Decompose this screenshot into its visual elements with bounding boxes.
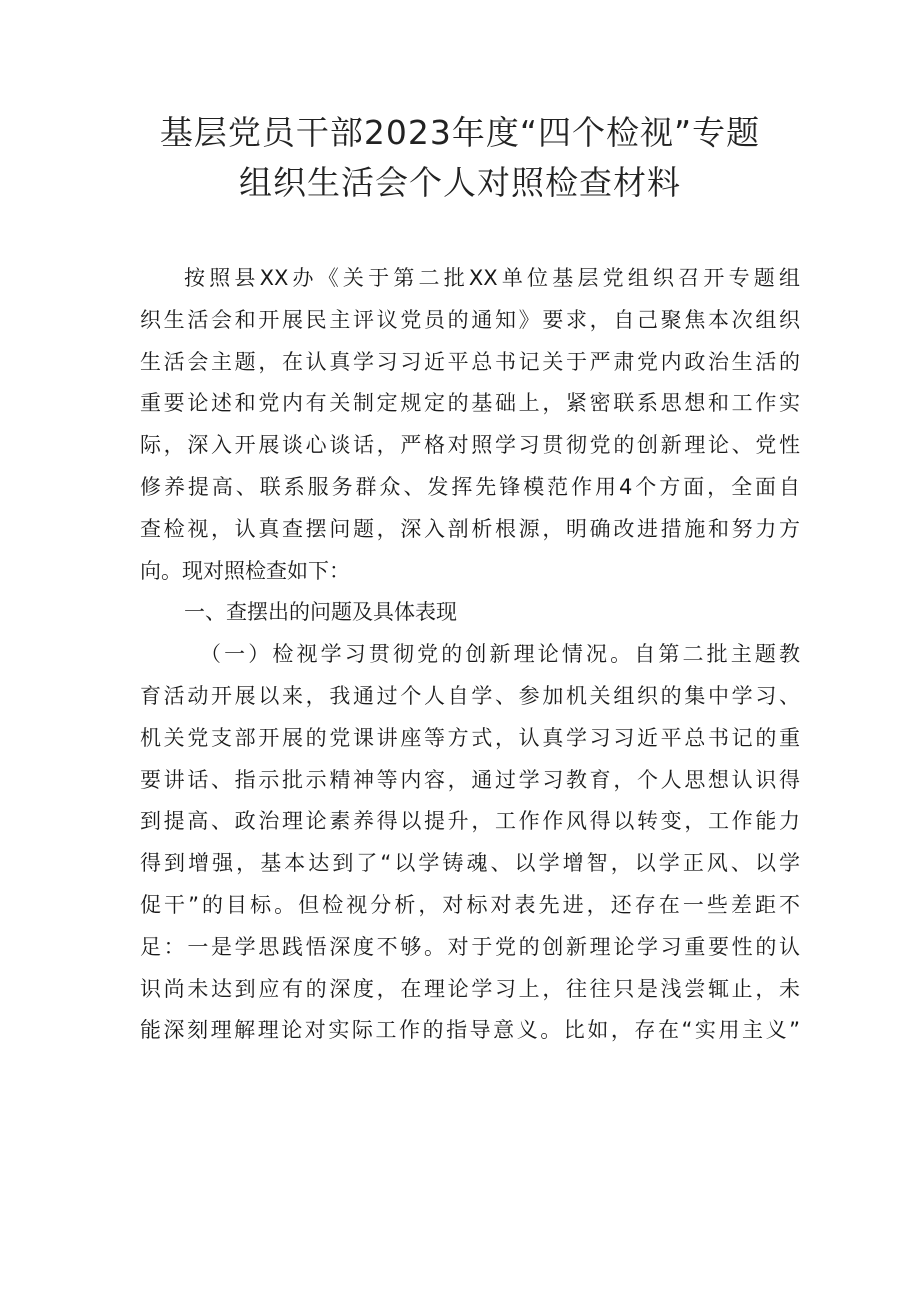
document-body <box>140 258 800 1052</box>
document-title <box>60 108 860 208</box>
paragraph-2-line: 机关党支部开展的党课讲座等方式，认真学习习近平总书记的重 <box>140 725 800 750</box>
paragraph-1-line: 按照县XX办《关于第二批XX单位基层党组织召开专题组 <box>184 266 800 290</box>
paragraph-2-line: 能深刻理解理论对实际工作的指导意义。比如，存在“实用主义” <box>140 1018 800 1043</box>
paragraph-1-line: 修养提高、联系服务群众、发挥先锋模范作用4个方面，全面自 <box>140 474 800 499</box>
paragraph-2-line: 促干”的目标。但检视分析，对标对表先进，还存在一些差距不 <box>140 892 800 917</box>
paragraph-2-line: 到提高、政治理论素养得以提升，工作作风得以转变，工作能力 <box>140 809 800 834</box>
section-1-heading: 一、查摆出的问题及具体表现 <box>184 600 457 625</box>
paragraph-1-line: 际，深入开展谈心谈话，严格对照学习贯彻党的创新理论、党性 <box>140 433 800 458</box>
paragraph-1-line: 查检视，认真查摆问题，深入剖析根源，明确改进措施和努力方 <box>140 516 800 541</box>
paragraph-1-line: 织生活会和开展民主评议党员的通知》要求，自己聚焦本次组织 <box>140 307 800 332</box>
paragraph-2-line: 育活动开展以来，我通过个人自学、参加机关组织的集中学习、 <box>140 683 800 708</box>
paragraph-2-line: （一）检视学习贯彻党的创新理论情况。自第二批主题教 <box>200 642 800 667</box>
title-line-2: 组织生活会个人对照检查材料 <box>239 163 681 202</box>
paragraph-1-line: 重要论述和党内有关制定规定的基础上，紧密联系思想和工作实 <box>140 391 800 416</box>
paragraph-2-line: 要讲话、指示批示精神等内容，通过学习教育，个人思想认识得 <box>140 767 800 792</box>
paragraph-2-line: 得到增强，基本达到了“以学铸魂、以学增智，以学正风、以学 <box>140 851 800 876</box>
paragraph-2-line: 识尚未达到应有的深度，在理论学习上，往往只是浅尝辄止，未 <box>140 976 800 1001</box>
paragraph-1-line: 生活会主题，在认真学习习近平总书记关于严肃党内政治生活的 <box>140 349 800 374</box>
paragraph-1-line: 向。现对照检查如下： <box>140 558 350 583</box>
paragraph-2-line: 足：一是学思践悟深度不够。对于党的创新理论学习重要性的认 <box>140 934 800 959</box>
title-line-1: 基层党员干部2023年度“四个检视”专题 <box>159 113 761 152</box>
